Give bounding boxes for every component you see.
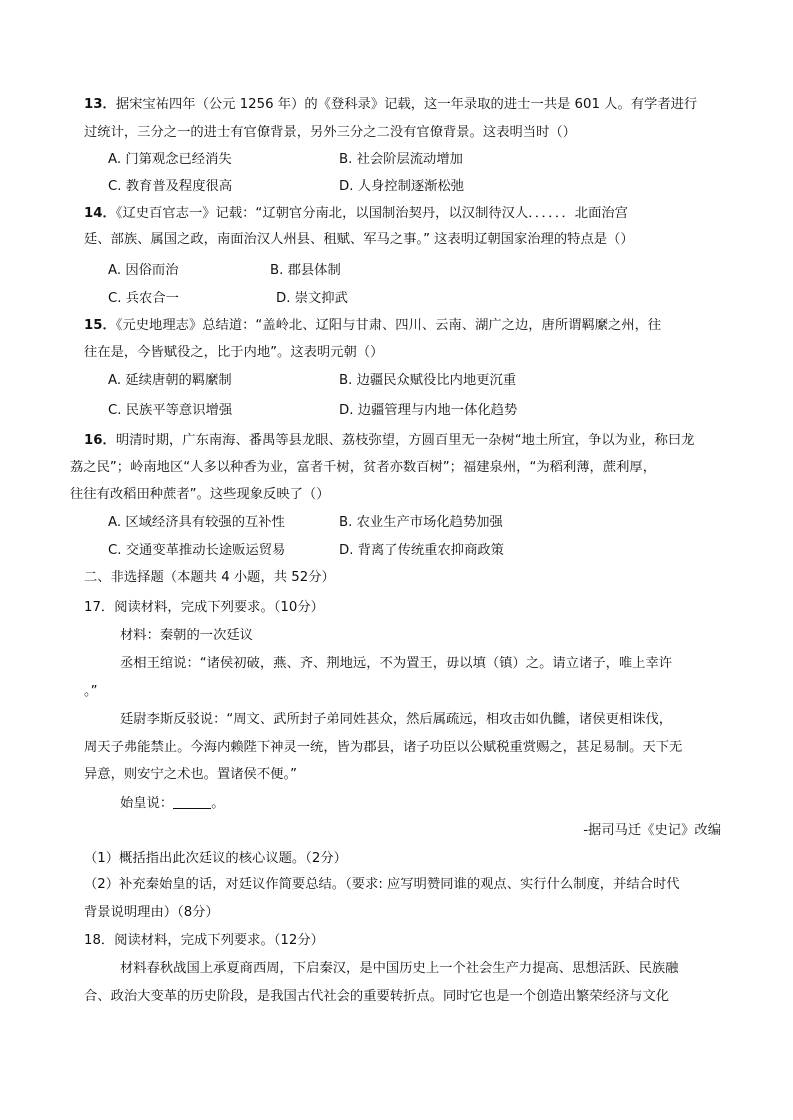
q18-para1-line1: 材料春秋战国上承夏商西周，下启秦汉，是中国历史上一个社会生产力提高、思想活跃、民族融 <box>120 961 679 976</box>
q16-option-d: D. 背离了传统重农抑商政策 <box>339 543 504 558</box>
q18-para1-line2: 合、政治大变革的历史阶段，是我国古代社会的重要转折点。同时它也是一个创造出繁荣经济与文化 <box>84 989 670 1004</box>
q15-number: 15． <box>84 318 116 333</box>
q17-source: -据司马迁《史记》改编 <box>583 823 721 838</box>
q17-answer-blank[interactable] <box>173 794 211 809</box>
q13-line1 <box>84 96 697 114</box>
section-heading: 二、非选择题（本题共 4 小题，共 52分） <box>84 570 335 585</box>
q16-option-b: B. 农业生产市场化趋势加强 <box>339 515 503 530</box>
q16-text1: 明清时期，广东南海、番禺等县龙眼、荔枝弥望，方圆百里无一杂树“地土所宜，争以为业，称曰龙 <box>115 433 695 448</box>
q17-para2-line1: 廷尉李斯反驳说：“周文、武所封子弟同姓甚众，然后属疏远，相攻击如仇雠，诸侯更相诛伐， <box>120 712 673 727</box>
q13-option-a: A. 门第观念已经消失 <box>108 152 232 167</box>
q17-header: 17．阅读材料，完成下列要求。（10分） <box>84 600 324 615</box>
q14-option-a: A. 因俗而治 <box>108 263 179 278</box>
q13-number: 13． <box>84 97 116 112</box>
q18-header: 18．阅读材料，完成下列要求。（12分） <box>84 933 324 948</box>
q16-option-a: A. 区域经济具有较强的互补性 <box>108 515 285 530</box>
q14-option-b: B. 郡县体制 <box>270 263 341 278</box>
q17-emperor-label: 始皇说： <box>120 796 174 811</box>
q16-number: 16． <box>84 433 116 448</box>
q13-option-d: D. 人身控制逐渐松弛 <box>339 179 465 194</box>
q17-para2-line2: 周天子弗能禁止。今海内赖陛下神灵一统，皆为郡县，诸子功臣以公赋税重赏赐之，甚足易制。天下无 <box>84 740 683 755</box>
q17-emperor-line <box>120 794 224 813</box>
q17-emperor-end: 。 <box>211 796 225 811</box>
q16-option-c: C. 交通变革推动长途贩运贸易 <box>108 543 286 558</box>
q14-number: 14． <box>84 206 116 221</box>
q17-para1-line1: 丞相王绾说：“诸侯初破，燕、齐、荆地远，不为置王，毋以填（镇）之。请立诸子，唯上幸许 <box>120 656 673 671</box>
q13-option-b: B. 社会阶层流动增加 <box>339 152 463 167</box>
q17-subquestion-1: （1）概括指出此次廷议的核心议题。（2分） <box>84 851 347 866</box>
q15-option-c: C. 民族平等意识增强 <box>108 403 233 418</box>
q15-option-b: B. 边疆民众赋役比内地更沉重 <box>339 373 517 388</box>
q15-option-d: D. 边疆管理与内地一体化趋势 <box>339 403 518 418</box>
q13-line2: 过统计，三分之一的进士有官僚背景，另外三分之二没有官僚背景。这表明当时（） <box>84 125 576 140</box>
q14-line1 <box>84 205 628 223</box>
q17-para1-line2: 。” <box>84 684 98 699</box>
q16-line3: 往往有改稻田种蔗者”。这些现象反映了（） <box>70 487 330 502</box>
q17-para2-line3: 异意，则安宁之术也。置诸侯不便。” <box>84 767 297 782</box>
q14-option-d: D. 崇文抑武 <box>276 291 348 306</box>
q17-material-title: 材料：秦朝的一次廷议 <box>120 628 253 643</box>
q13-text1: 据宋宝祐四年（公元 1256 年）的《登科录》记载，这一年录取的进士一共是 601 人。有学者进行 <box>115 97 698 112</box>
q15-text1: 《元史地理志》总结道：“盖岭北、辽阳与甘肃、四川、云南、湖广之边，唐所谓羁縻之州，往 <box>115 318 662 333</box>
q14-text1: 《辽史百官志一》记载：“辽朝官分南北，以国制治契丹，以汉制待汉人．．．．．．北面治宫 <box>115 206 628 221</box>
q15-line2: 往在是，今皆赋役之，比于内地”。这表明元朝（） <box>84 345 384 360</box>
q16-line2: 荔之民”；岭南地区“人多以种香为业，富者千树，贫者亦数百树”；福建泉州，“为稻利薄，蔗利厚， <box>70 460 657 475</box>
q14-option-c: C. 兵农合一 <box>108 291 179 306</box>
q17-subquestion-2-line2: 背景说明理由）（8分） <box>84 905 219 920</box>
q15-line1 <box>84 317 661 335</box>
q17-subquestion-2-line1: （2）补充秦始皇的话，对廷议作简要总结。（要求: 应写明赞同谁的观点、实行什么制度，并结合时代 <box>84 877 680 892</box>
q14-line2: 廷、部族、属国之政，南面治汉人州县、租赋、军马之事。” 这表明辽朝国家治理的特点是（） <box>84 232 634 247</box>
q15-option-a: A. 延续唐朝的羁縻制 <box>108 373 232 388</box>
q16-line1 <box>84 432 694 450</box>
q13-option-c: C. 教育普及程度很高 <box>108 179 233 194</box>
